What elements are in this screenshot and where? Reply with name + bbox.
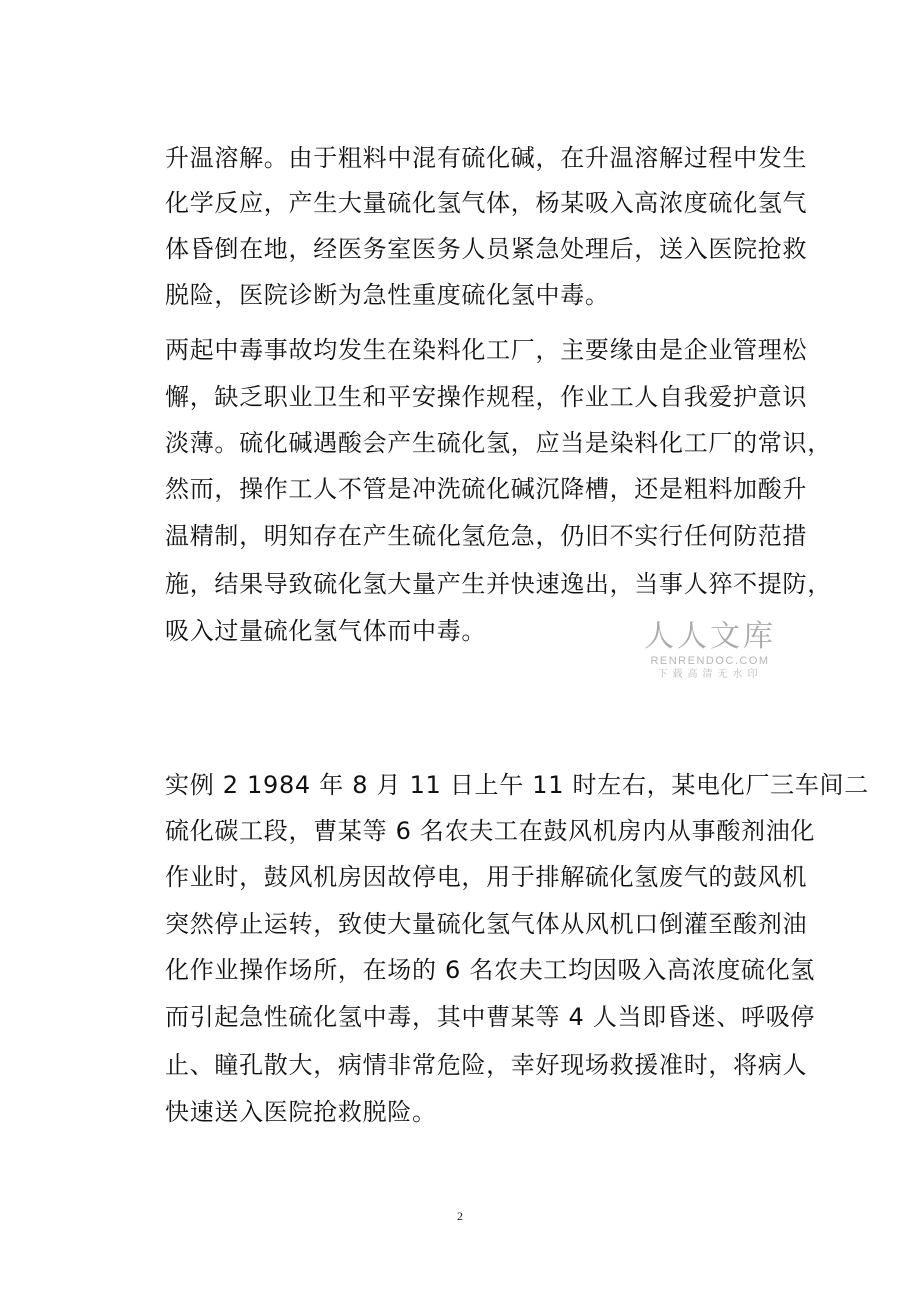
paragraph-3-line-1: 实例 2 1984 年 8 月 11 日上午 11 时左右，某电化厂三车间二 [165, 771, 869, 799]
paragraph-1-line-2: 化学反应，产生大量硫化氢气体，杨某吸入高浓度硫化氢气 [165, 189, 808, 217]
paragraph-1-line-1: 升温溶解。由于粗料中混有硫化碱，在升温溶解过程中发生 [165, 144, 808, 172]
paragraph-2-line-1: 两起中毒事故均发生在染料化工厂，主要缘由是企业管理松 [165, 336, 808, 364]
paragraph-2-line-3: 淡薄。硫化碱遇酸会产生硫化氢，应当是染料化工厂的常识， [165, 429, 832, 457]
paragraph-2-line-4: 然而，操作工人不管是冲洗硫化碱沉降槽，还是粗料加酸升 [165, 475, 808, 503]
paragraph-3-line-6: 而引起急性硫化氢中毒，其中曹某等 4 人当即昏迷、呼吸停 [165, 1003, 816, 1031]
paragraph-3-line-8: 快速送入医院抢救脱险。 [165, 1098, 437, 1126]
watermark-title: 人人文库 [644, 619, 776, 654]
paragraph-3-line-4: 突然停止运转，致使大量硫化氢气体从风机口倒灌至酸剂油 [165, 910, 808, 938]
paragraph-2-line-7: 吸入过量硫化氢气体而中毒。 [165, 617, 487, 645]
paragraph-3-line-2: 硫化碳工段，曹某等 6 名农夫工在鼓风机房内从事酸剂油化 [165, 817, 816, 845]
paragraph-1-line-3: 体昏倒在地，经医务室医务人员紧急处理后，送入医院抢救 [165, 235, 808, 263]
paragraph-2-line-2: 懈，缺乏职业卫生和平安操作规程，作业工人自我爱护意识 [165, 383, 808, 411]
paragraph-1-line-4: 脱险，医院诊断为急性重度硫化氢中毒。 [165, 281, 610, 309]
watermark-subtitle: 下载高清无水印 [657, 669, 763, 680]
watermark-url: RENRENDOC.COM [650, 655, 770, 667]
page-number: 2 [457, 1209, 463, 1223]
paragraph-3-line-3: 作业时，鼓风机房因故停电，用于排解硫化氢废气的鼓风机 [165, 863, 808, 891]
watermark [630, 620, 790, 690]
paragraph-3-line-5: 化作业操作场所，在场的 6 名农夫工均因吸入高浓度硫化氢 [165, 956, 816, 984]
paragraph-3-line-7: 止、瞳孔散大，病情非常危险，幸好现场救援准时，将病人 [165, 1051, 808, 1079]
paragraph-2-line-5: 温精制，明知存在产生硫化氢危急，仍旧不实行任何防范措 [165, 522, 808, 550]
paragraph-2-line-6: 施，结果导致硫化氢大量产生并快速逸出，当事人猝不提防， [165, 570, 832, 598]
